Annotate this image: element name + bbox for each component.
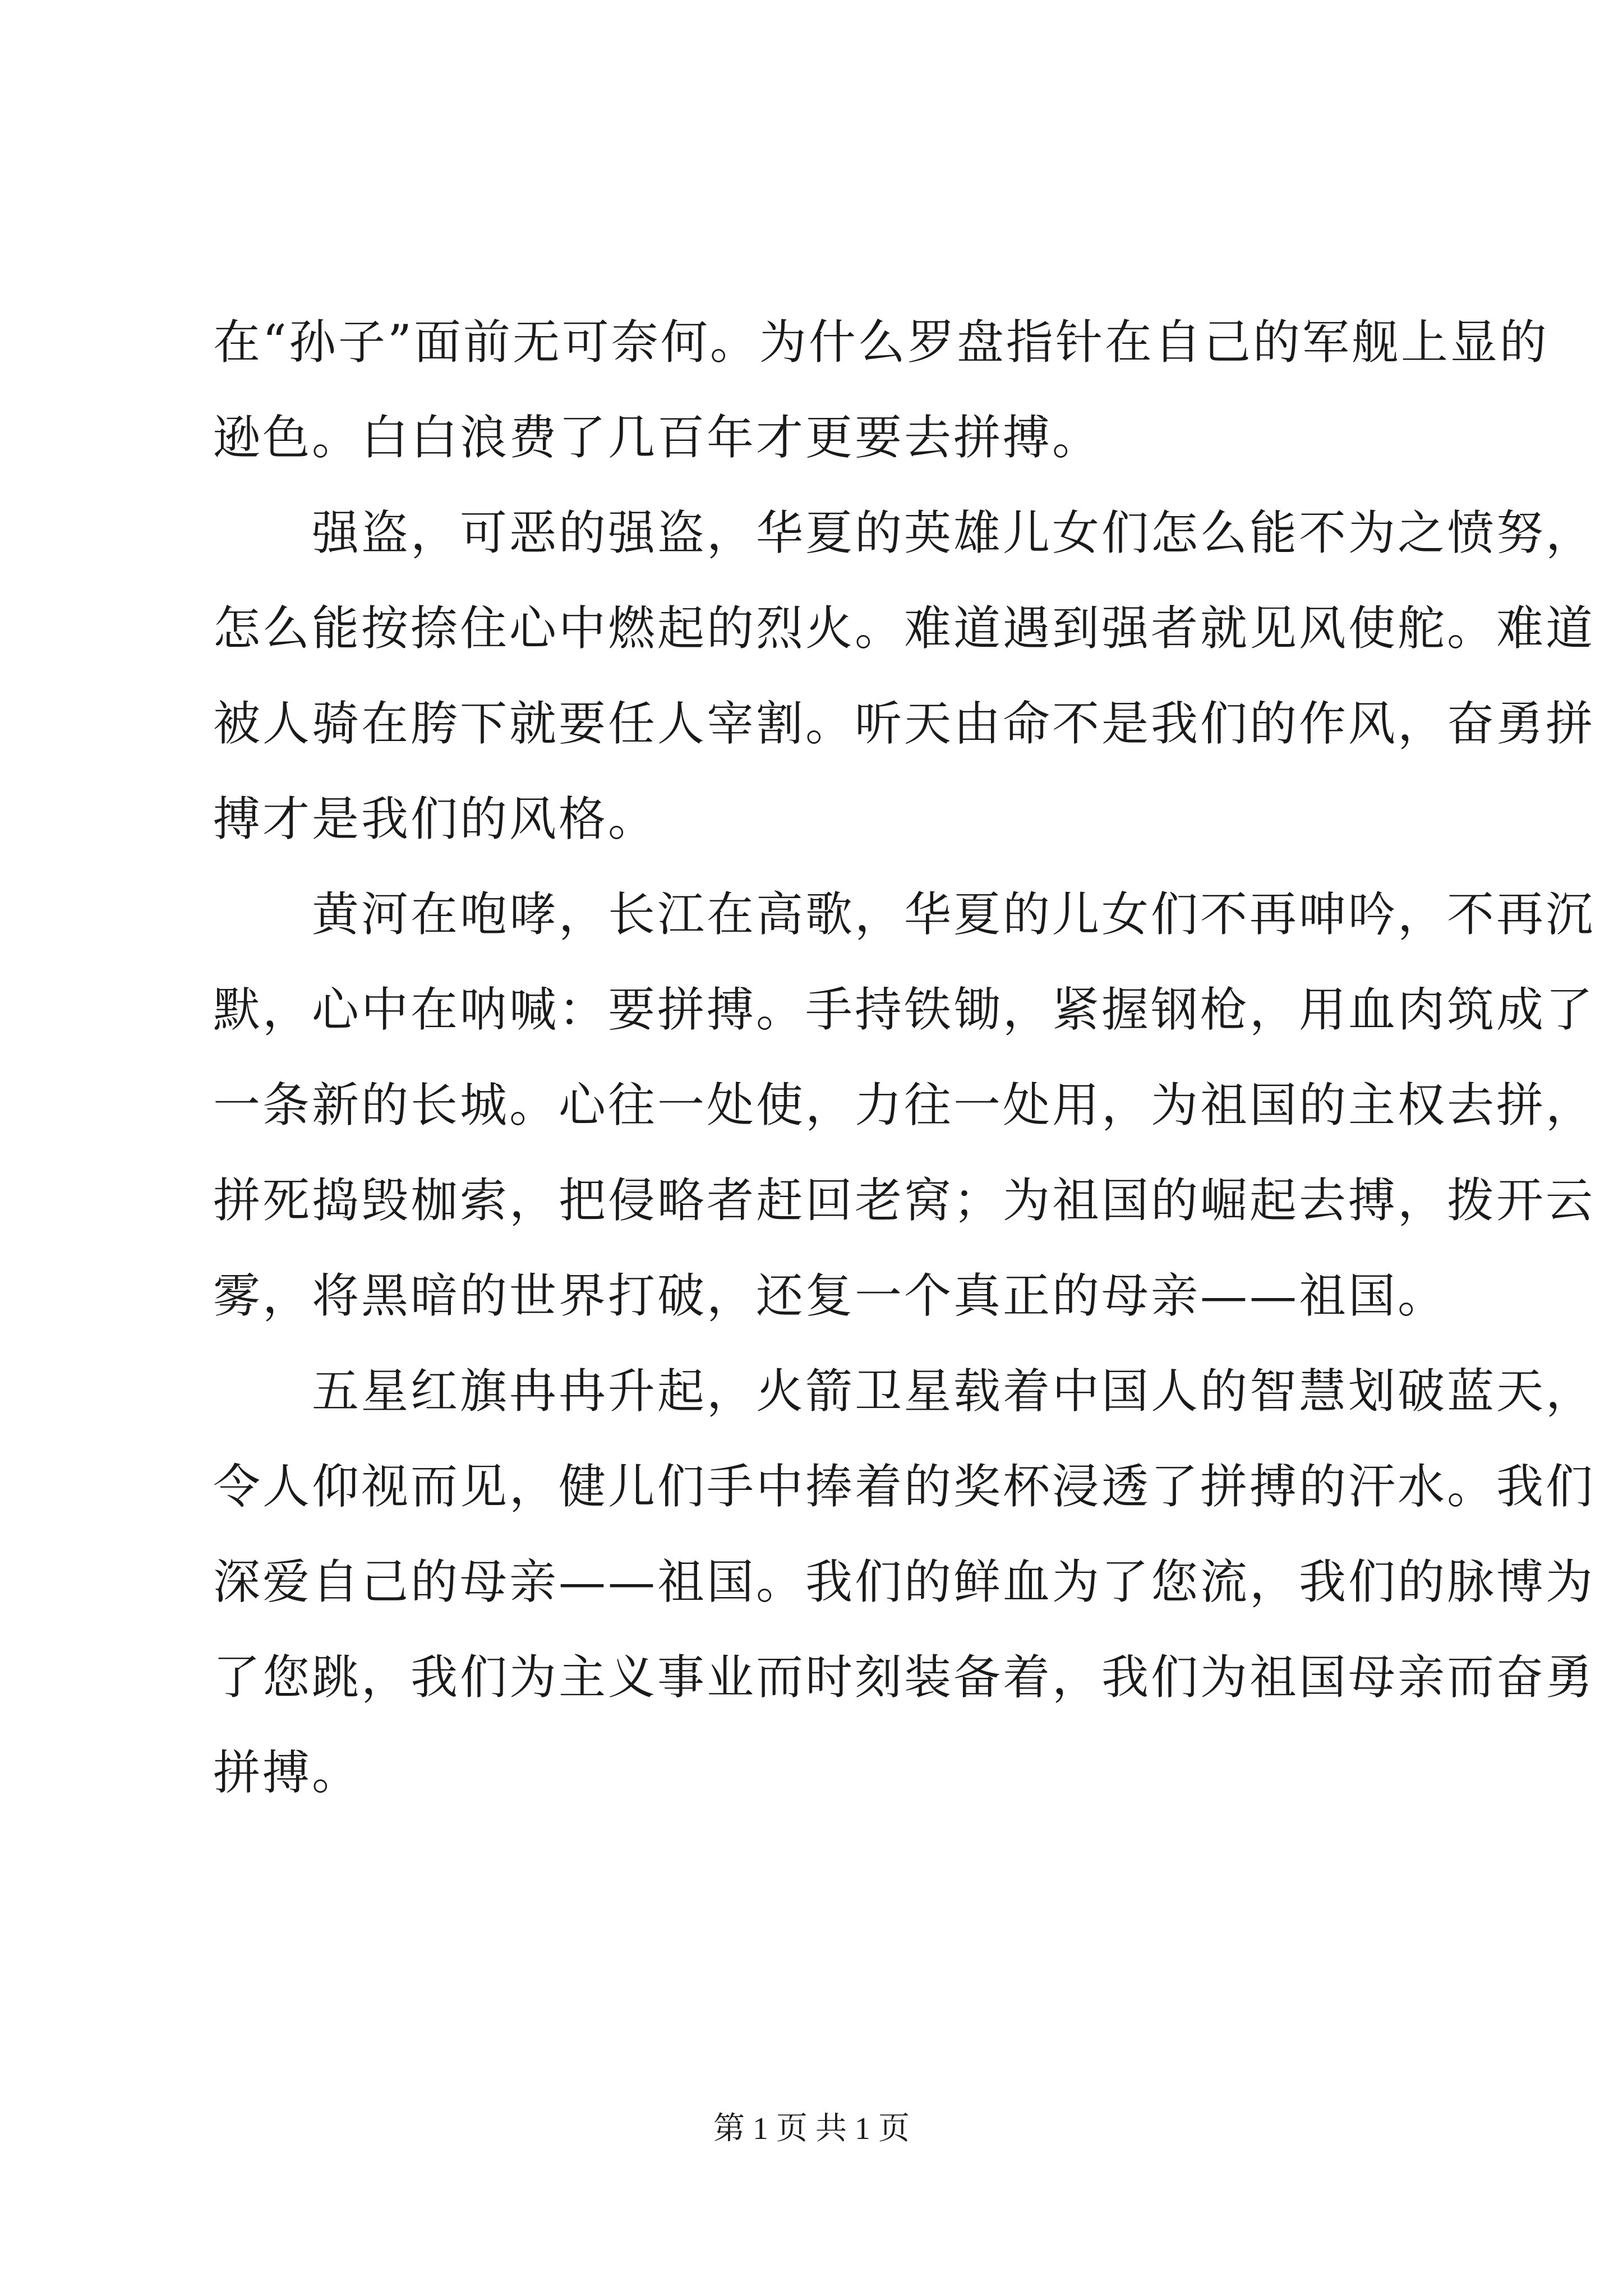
text-line: 雾，将黑暗的世界打破，还复一个真正的母亲——祖国。	[213, 1268, 1447, 1323]
text-line: 令人仰视而见，健儿们手中捧着的奖杯浸透了拼搏的汗水。我们	[213, 1459, 1596, 1514]
text-line: 默，心中在呐喊：要拼搏。手持铁锄，紧握钢枪，用血肉筑成了	[213, 982, 1596, 1037]
text-line: 怎么能按捺住心中燃起的烈火。难道遇到强者就见风使舵。难道	[213, 601, 1596, 656]
text-line: 逊色。白白浪费了几百年才更要去拼搏。	[213, 410, 1102, 465]
text-line: 深爱自己的母亲——祖国。我们的鲜血为了您流，我们的脉博为	[213, 1554, 1596, 1609]
text-line: 一条新的长城。心往一处使，力往一处用，为祖国的主权去拼，	[213, 1078, 1596, 1133]
text-line: 搏才是我们的风格。	[213, 792, 658, 846]
page-number-footer: 第 1 页 共 1 页	[713, 2111, 910, 2146]
paragraph-first-line: 五星红旗冉冉升起，火箭卫星载着中国人的智慧划破蓝天，	[312, 1364, 1596, 1419]
text-line: 在“孙子”面前无可奈何。为什么罗盘指针在自己的军舰上显的	[213, 315, 1549, 370]
paragraph-first-line: 黄河在咆哮，长江在高歌，华夏的儿女们不再呻吟，不再沉	[312, 887, 1596, 942]
text-line: 拼搏。	[213, 1745, 362, 1800]
document-body	[213, 295, 1596, 1820]
text-line: 拼死捣毁枷索，把侵略者赶回老窝；为祖国的崛起去搏，拨开云	[213, 1173, 1596, 1228]
text-line: 了您跳，我们为主义事业而时刻装备着，我们为祖国母亲而奋勇	[213, 1650, 1596, 1705]
text-line: 被人骑在胯下就要任人宰割。听天由命不是我们的作风，奋勇拼	[213, 696, 1596, 751]
paragraph-first-line: 强盗，可恶的强盗，华夏的英雄儿女们怎么能不为之愤努，	[312, 505, 1596, 560]
